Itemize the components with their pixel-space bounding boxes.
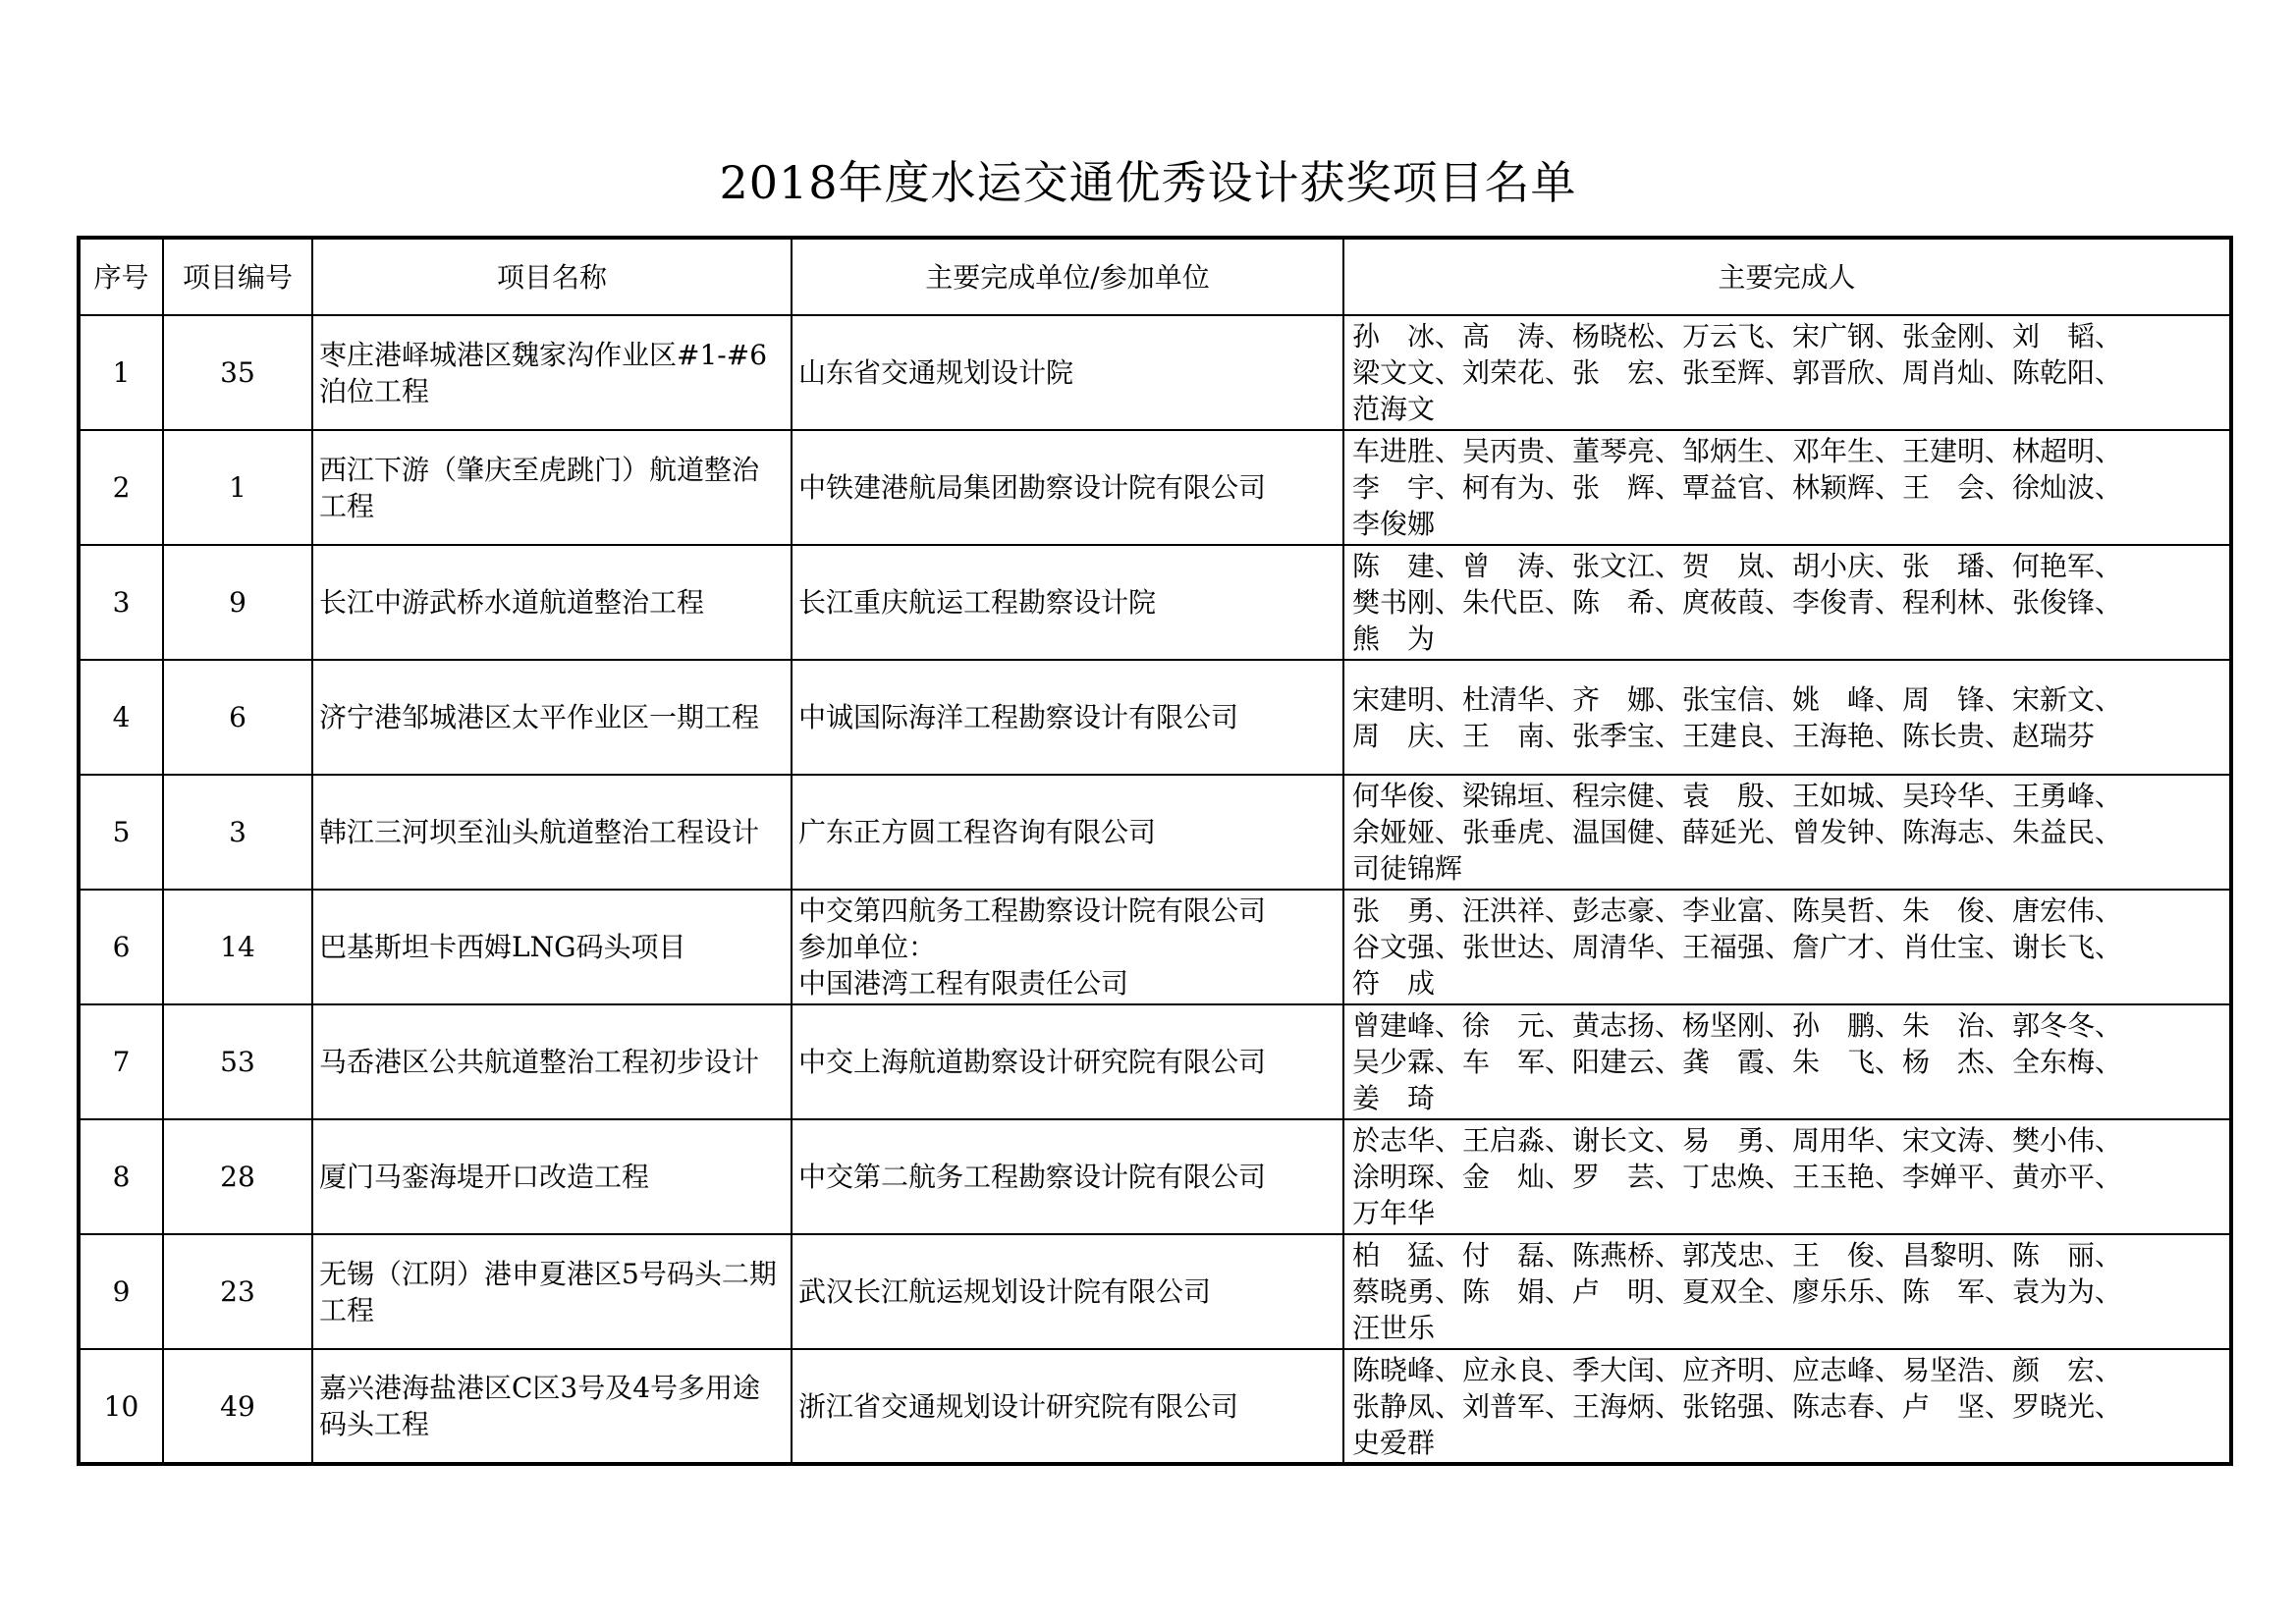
row-people: [1343, 1349, 2231, 1464]
unit-line: 中交上海航道勘察设计研究院有限公司: [798, 1046, 1267, 1078]
people-line: 张静凤、刘普军、王海炳、张铭强、陈志春、卢 坚、罗晓光、: [1352, 1389, 2123, 1423]
row-seq: 10: [79, 1349, 163, 1464]
people-line: 符 成: [1352, 967, 1436, 1000]
awards-table: [77, 236, 2233, 1466]
row-people: [1343, 775, 2231, 890]
row-project-code: 9: [163, 545, 312, 660]
row-unit: [792, 775, 1343, 890]
row-seq: 8: [79, 1119, 163, 1234]
row-seq: 4: [79, 660, 163, 775]
people-line: 范海文: [1352, 393, 1436, 425]
people-line: 车进胜、吴丙贵、董琴亮、邹炳生、邓年生、王建明、林超明、: [1352, 435, 2123, 467]
row-unit: [792, 1119, 1343, 1234]
header-people: 主要完成人: [1343, 238, 2231, 315]
unit-line: 中国港湾工程有限责任公司: [798, 967, 1129, 1000]
row-people: [1343, 315, 2231, 430]
row-project-name: 马岙港区公共航道整治工程初步设计: [312, 1004, 792, 1119]
people-line: 周 庆、王 南、张季宝、王建良、王海艳、陈长贵、赵瑞芬: [1352, 719, 2096, 752]
row-project-code: 53: [163, 1004, 312, 1119]
row-people: [1343, 660, 2231, 775]
people-line: 孙 冰、高 涛、杨晓松、万云飞、宋广钢、张金刚、刘 韬、: [1352, 320, 2123, 352]
people-line: 曾建峰、徐 元、黄志扬、杨坚刚、孙 鹏、朱 治、郭冬冬、: [1352, 1009, 2123, 1042]
people-line: 汪世乐: [1352, 1312, 1436, 1344]
row-people: [1343, 1234, 2231, 1349]
page-title: 2018年度水运交通优秀设计获奖项目名单: [719, 156, 1577, 209]
table-row: [79, 660, 2231, 775]
people-line: 谷文强、张世达、周清华、王福强、詹广才、肖仕宝、谢长飞、: [1352, 931, 2123, 963]
unit-line: 中诚国际海洋工程勘察设计有限公司: [798, 701, 1239, 733]
people-line: 史爱群: [1352, 1426, 1436, 1459]
row-project-name: 西江下游（肇庆至虎跳门）航道整治工程: [312, 430, 792, 545]
people-line: 於志华、王启淼、谢长文、易 勇、周用华、宋文涛、樊小伟、: [1352, 1124, 2123, 1157]
people-line: 宋建明、杜清华、齐 娜、张宝信、姚 峰、周 锋、宋新文、: [1352, 682, 2123, 716]
table-row: [79, 1234, 2231, 1349]
unit-line: 山东省交通规划设计院: [798, 356, 1074, 389]
people-line: 梁文文、刘荣花、张 宏、张至辉、郭晋欣、周肖灿、陈乾阳、: [1352, 356, 2123, 389]
people-line: 柏 猛、付 磊、陈燕桥、郭茂忠、王 俊、昌黎明、陈 丽、: [1352, 1239, 2123, 1272]
row-unit: [792, 890, 1343, 1004]
people-line: 李 宇、柯有为、张 辉、覃益官、林颖辉、王 会、徐灿波、: [1352, 471, 2123, 504]
people-line: 张 勇、汪洪祥、彭志豪、李业富、陈昊哲、朱 俊、唐宏伟、: [1352, 894, 2123, 927]
people-line: 姜 琦: [1352, 1082, 1436, 1114]
people-line: 陈 建、曾 涛、张文江、贺 岚、胡小庆、张 璠、何艳军、: [1352, 550, 2123, 582]
table-row: [79, 1004, 2231, 1119]
row-project-code: 3: [163, 775, 312, 890]
people-line: 陈晓峰、应永良、季大闰、应齐明、应志峰、易坚浩、颜 宏、: [1352, 1353, 2123, 1386]
people-line: 李俊娜: [1352, 508, 1436, 540]
row-seq: 1: [79, 315, 163, 430]
unit-line: 武汉长江航运规划设计院有限公司: [798, 1275, 1212, 1308]
table-row: [79, 315, 2231, 430]
row-project-name: 无锡（江阴）港申夏港区5号码头二期工程: [312, 1234, 792, 1349]
row-project-name: 嘉兴港海盐港区C区3号及4号多用途码头工程: [312, 1349, 792, 1464]
row-project-name: 厦门马銮海堤开口改造工程: [312, 1119, 792, 1234]
unit-line: 中铁建港航局集团勘察设计院有限公司: [798, 471, 1267, 504]
row-unit: [792, 545, 1343, 660]
row-unit: [792, 1004, 1343, 1119]
row-project-code: 35: [163, 315, 312, 430]
row-project-code: 14: [163, 890, 312, 1004]
row-project-name: 枣庄港峄城港区魏家沟作业区#1-#6泊位工程: [312, 315, 792, 430]
row-project-name: 长江中游武桥水道航道整治工程: [312, 545, 792, 660]
table-header-row: [79, 238, 2231, 315]
unit-line: 参加单位：: [798, 931, 937, 963]
unit-line: 中交第四航务工程勘察设计院有限公司: [798, 894, 1267, 927]
row-seq: 3: [79, 545, 163, 660]
row-people: [1343, 545, 2231, 660]
people-line: 万年华: [1352, 1197, 1436, 1229]
people-line: 何华俊、梁锦垣、程宗健、袁 殷、王如城、吴玲华、王勇峰、: [1352, 780, 2123, 812]
row-people: [1343, 430, 2231, 545]
people-line: 余娅娅、张垂虎、温国健、薛延光、曾发钟、陈海志、朱益民、: [1352, 816, 2123, 848]
row-project-name: 韩江三河坝至汕头航道整治工程设计: [312, 775, 792, 890]
row-unit: [792, 430, 1343, 545]
unit-line: 中交第二航务工程勘察设计院有限公司: [798, 1161, 1267, 1193]
row-project-name: 巴基斯坦卡西姆LNG码头项目: [312, 890, 792, 1004]
header-seq: 序号: [79, 238, 163, 315]
row-unit: [792, 1234, 1343, 1349]
table-row: [79, 430, 2231, 545]
row-seq: 6: [79, 890, 163, 1004]
table-body: [79, 315, 2231, 1464]
header-code: 项目编号: [163, 238, 312, 315]
header-name: 项目名称: [312, 238, 792, 315]
people-line: 蔡晓勇、陈 娟、卢 明、夏双全、廖乐乐、陈 军、袁为为、: [1352, 1275, 2123, 1308]
row-project-code: 1: [163, 430, 312, 545]
row-unit: [792, 315, 1343, 430]
row-project-code: 28: [163, 1119, 312, 1234]
table-row: [79, 775, 2231, 890]
unit-line: 广东正方圆工程咨询有限公司: [798, 816, 1157, 848]
row-project-code: 23: [163, 1234, 312, 1349]
row-seq: 2: [79, 430, 163, 545]
table-row: [79, 1349, 2231, 1464]
people-line: 樊书刚、朱代臣、陈 希、庹莜葭、李俊青、程利林、张俊锋、: [1352, 586, 2123, 619]
people-line: 涂明琛、金 灿、罗 芸、丁忠焕、王玉艳、李婵平、黄亦平、: [1352, 1161, 2123, 1193]
table-row: [79, 890, 2231, 1004]
people-line: 司徒锦辉: [1352, 852, 1463, 885]
row-unit: [792, 1349, 1343, 1464]
row-people: [1343, 1004, 2231, 1119]
row-unit: [792, 660, 1343, 775]
people-line: 吴少霖、车 军、阳建云、龚 霞、朱 飞、杨 杰、全东梅、: [1352, 1046, 2123, 1078]
row-seq: 7: [79, 1004, 163, 1119]
header-unit: 主要完成单位/参加单位: [792, 238, 1343, 315]
row-seq: 9: [79, 1234, 163, 1349]
unit-line: 浙江省交通规划设计研究院有限公司: [798, 1389, 1239, 1423]
people-line: 熊 为: [1352, 623, 1436, 655]
table-row: [79, 545, 2231, 660]
row-seq: 5: [79, 775, 163, 890]
row-project-name: 济宁港邹城港区太平作业区一期工程: [312, 660, 792, 775]
table-row: [79, 1119, 2231, 1234]
row-project-code: 6: [163, 660, 312, 775]
row-people: [1343, 1119, 2231, 1234]
row-people: [1343, 890, 2231, 1004]
row-project-code: 49: [163, 1349, 312, 1464]
unit-line: 长江重庆航运工程勘察设计院: [798, 586, 1157, 619]
